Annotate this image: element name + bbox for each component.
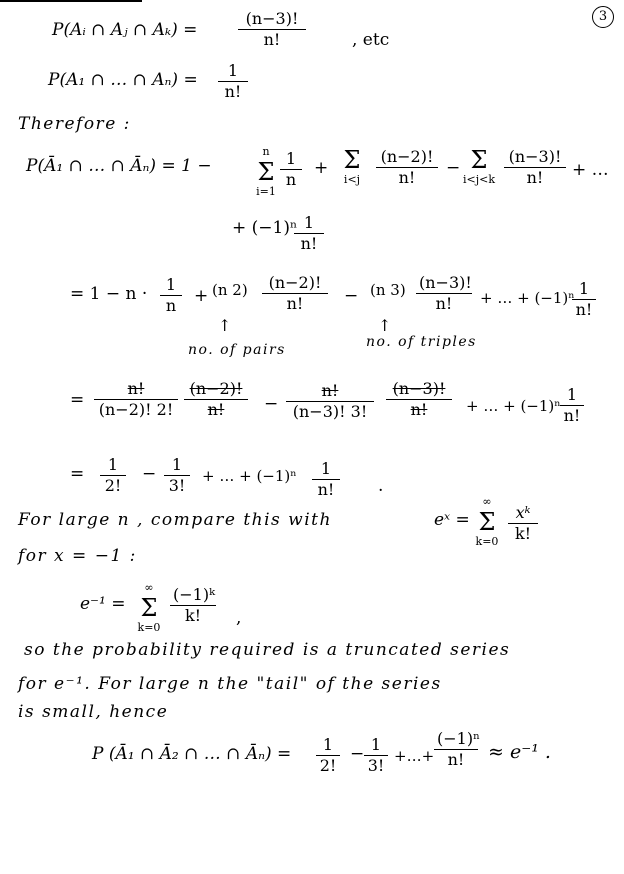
line5-frac2 — [262, 274, 328, 313]
final-frac2-num: 1 — [364, 736, 388, 756]
annotation-triples: no. of triples — [366, 334, 477, 350]
line3-frac2-den: n! — [398, 168, 416, 187]
line3-frac2-num: (n−2)! — [376, 148, 438, 168]
paragraph-line1: so the probability required is a truncated series — [24, 640, 511, 660]
line10-lhs: e⁻¹ = — [80, 594, 126, 614]
line10-frac-num: (−1)ᵏ — [170, 586, 216, 606]
line6-frac4 — [386, 380, 452, 419]
line3-frac1-num: 1 — [280, 150, 302, 170]
line3-plus: + — [314, 158, 329, 178]
line8-text: For large n , compare this with — [18, 510, 332, 530]
line10-frac-den: k! — [184, 606, 202, 625]
line5-frac4-den: n! — [575, 300, 593, 319]
line6-frac4-den: n! — [410, 400, 428, 419]
line6-frac3-num: n! — [286, 382, 374, 402]
line2-lhs: P(A₁ ∩ … ∩ Aₙ) = — [48, 70, 198, 90]
final-frac3-den: n! — [447, 750, 465, 769]
line7-dot: . — [378, 476, 384, 496]
sum1 — [256, 142, 276, 202]
paragraph-line2: for e⁻¹. For large n the "tail" of the series — [18, 674, 442, 694]
line3-frac1-den: n — [285, 170, 297, 189]
line6-tail: + … + (−1)ⁿ — [466, 397, 561, 415]
line5-frac3 — [416, 274, 472, 313]
sum2-sigma: Σ — [343, 146, 361, 174]
line7-frac1-num: 1 — [100, 456, 126, 476]
line5-frac4-num: 1 — [572, 280, 596, 300]
line1-den: n! — [263, 30, 281, 49]
line5-binom2: (n 2) — [212, 281, 248, 299]
line1-num: (n−3)! — [238, 10, 306, 30]
line2-num: 1 — [218, 62, 248, 82]
line5-tail: + … + (−1)ⁿ — [480, 289, 575, 307]
line6-eq: = — [70, 390, 85, 410]
line2-fraction — [218, 62, 248, 101]
line8-sum-sigma: Σ — [478, 508, 496, 536]
line10-sum-top: ∞ — [144, 581, 154, 594]
line10-sum-sigma: Σ — [140, 594, 158, 622]
final-frac1-den: 2! — [319, 756, 337, 775]
final-frac3 — [434, 730, 478, 769]
final-frac1 — [316, 736, 340, 775]
line6-frac5-den: n! — [563, 406, 581, 425]
line8-frac — [508, 504, 538, 543]
line8-sum — [474, 492, 500, 552]
line3-frac1 — [280, 150, 302, 189]
sum1-sigma: Σ — [257, 158, 275, 186]
line6-frac2-den: n! — [207, 400, 225, 419]
line5-frac1-den: n — [165, 296, 177, 315]
final-rhs: ≈ e⁻¹ . — [488, 741, 551, 763]
line3-tail: + … — [572, 160, 609, 180]
line2-den: n! — [224, 82, 242, 101]
line3-frac3-den: n! — [526, 168, 544, 187]
line6-frac2-num: (n−2)! — [184, 380, 248, 400]
pairs-arrow-icon: ↑ — [218, 316, 232, 335]
final-minus: − — [350, 744, 365, 764]
line7-frac2-num: 1 — [164, 456, 190, 476]
line7-minus: − — [142, 464, 157, 484]
line6-frac1-den: (n−2)! 2! — [98, 400, 174, 419]
triples-arrow-icon: ↑ — [378, 316, 392, 335]
line10-sum-bottom: k=0 — [137, 621, 161, 634]
final-lhs: P (Ā₁ ∩ Ā₂ ∩ … ∩ Āₙ) = — [92, 744, 292, 764]
line6-frac3-den: (n−3)! 3! — [292, 402, 368, 421]
sum2-bottom: i<j — [343, 173, 361, 186]
line8-ex: eˣ = — [434, 510, 470, 530]
line7-frac1 — [100, 456, 126, 495]
line5-start: = 1 − n · — [70, 284, 148, 304]
sum3-bottom: i<j<k — [462, 173, 496, 186]
line5-frac3-num: (n−3)! — [416, 274, 472, 294]
line5-minus: − — [344, 286, 359, 306]
line9-text: for x = −1 : — [18, 546, 137, 566]
line7-frac1-den: 2! — [104, 476, 122, 495]
line4-term: + (−1)ⁿ — [232, 218, 298, 238]
line3-frac3 — [504, 148, 566, 187]
line5-frac1 — [160, 276, 182, 315]
sum2 — [338, 146, 366, 190]
line7-eq: = — [70, 464, 85, 484]
final-frac1-num: 1 — [316, 736, 340, 756]
line7-frac2 — [164, 456, 190, 495]
line6-minus: − — [264, 394, 279, 414]
line10-frac — [170, 586, 216, 625]
line7-frac3-den: n! — [317, 480, 335, 499]
line8-sum-bottom: k=0 — [475, 535, 499, 548]
annotation-pairs: no. of pairs — [188, 342, 286, 358]
final-frac2-den: 3! — [367, 756, 385, 775]
line3-minus: − — [446, 158, 461, 178]
line4-num: 1 — [294, 214, 324, 234]
line5-frac2-den: n! — [286, 294, 304, 313]
line1-lhs: P(Aᵢ ∩ Aⱼ ∩ Aₖ) = — [52, 20, 198, 40]
sum3-sigma: Σ — [470, 146, 488, 174]
therefore-label: Therefore : — [18, 114, 131, 134]
line6-frac3 — [286, 382, 374, 421]
line5-frac3-den: n! — [435, 294, 453, 313]
line5-frac4 — [572, 280, 596, 319]
line8-sum-top: ∞ — [482, 495, 492, 508]
line7-frac3 — [312, 460, 340, 499]
line5-binom3: (n 3) — [370, 281, 406, 299]
line6-frac1-num: n! — [94, 380, 178, 400]
line4-frac — [294, 214, 324, 253]
line10-sum — [136, 578, 162, 638]
line6-frac1 — [94, 380, 178, 419]
page-number: 3 — [592, 6, 614, 28]
line6-frac4-num: (n−3)! — [386, 380, 452, 400]
top-rule — [0, 0, 142, 2]
line7-frac2-den: 3! — [168, 476, 186, 495]
line3-lhs: P(Ā₁ ∩ … ∩ Āₙ) = 1 − — [26, 156, 212, 176]
line1-etc: , etc — [352, 30, 390, 50]
line5-plus: + — [194, 286, 209, 306]
final-plus: +…+ — [394, 747, 435, 765]
line7-frac3-num: 1 — [312, 460, 340, 480]
line5-frac1-num: 1 — [160, 276, 182, 296]
line8-frac-num: xᵏ — [508, 504, 538, 524]
line1-fraction — [238, 10, 306, 49]
line3-frac2 — [376, 148, 438, 187]
line3-frac3-num: (n−3)! — [504, 148, 566, 168]
line10-comma: , — [236, 608, 242, 628]
line4-den: n! — [300, 234, 318, 253]
line6-frac5 — [560, 386, 584, 425]
line7-tail: + … + (−1)ⁿ — [202, 467, 297, 485]
line8-frac-den: k! — [514, 524, 532, 543]
final-frac2 — [364, 736, 388, 775]
sum1-bottom: i=1 — [256, 185, 276, 198]
paragraph-line3: is small, hence — [18, 702, 169, 722]
sum3 — [458, 146, 500, 190]
line6-frac2 — [184, 380, 248, 419]
line5-frac2-num: (n−2)! — [262, 274, 328, 294]
final-frac3-num: (−1)ⁿ — [434, 730, 478, 750]
sum1-top: n — [262, 145, 270, 158]
line6-frac5-num: 1 — [560, 386, 584, 406]
